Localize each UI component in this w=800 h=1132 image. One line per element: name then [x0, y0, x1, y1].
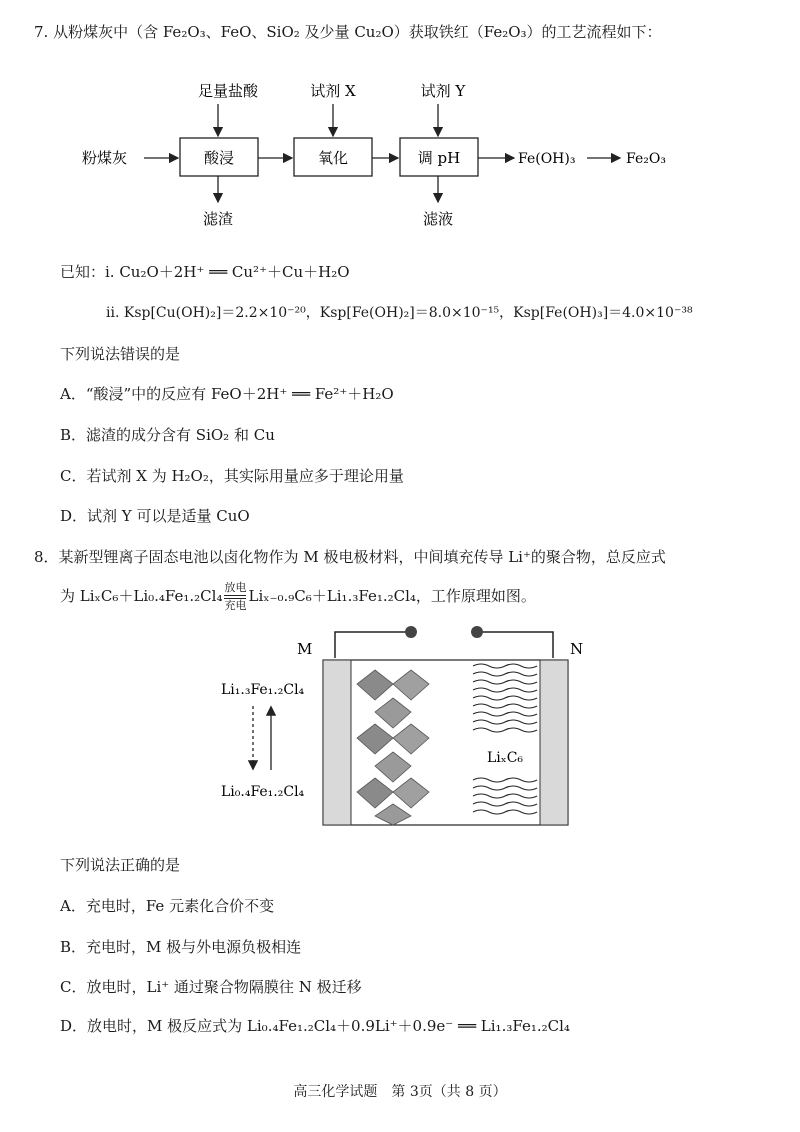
flow-input-x: 试剂 X: [310, 82, 356, 100]
equation-arrow-discharge: 放电: [224, 581, 247, 594]
flow-box-adjust-ph-label: 调 pH: [417, 149, 461, 167]
flow-box-oxidation-label: 氧化: [317, 149, 349, 167]
electrode-m-plate: [323, 660, 351, 825]
flow-box-acid-leach-label: 酸浸: [203, 149, 235, 167]
question-8-equation: [60, 582, 536, 612]
flow-start-material: 粉煤灰: [82, 149, 128, 167]
graphite-layers: [473, 664, 537, 814]
electrode-m-label: M: [297, 640, 313, 658]
question-8-option-d[interactable]: D．放电时，M 极反应式为 Li₀.₄Fe₁.₂Cl₄＋0.9Li⁺＋0.9e⁻ ══ Li₁.₃Fe₁.₂Cl₄: [60, 1017, 570, 1035]
known-ksp-values: ii. Ksp[Cu(OH)₂]＝2.2×10⁻²⁰，Ksp[Fe(OH)₂]＝8.0×10⁻¹⁵，Ksp[Fe(OH)₃]＝4.0×10⁻³⁸: [106, 305, 693, 321]
question-7-ask: 下列说法错误的是: [60, 345, 181, 363]
flow-output-residue: 滤渣: [202, 210, 234, 228]
question-8-option-b[interactable]: B．充电时，M 极与外电源负极相连: [60, 938, 302, 956]
flow-output-filtrate: 滤液: [422, 210, 454, 228]
halide-crystal-structure: [357, 670, 429, 825]
flow-product-oxide: Fe₂O₃: [626, 151, 666, 167]
question-8-stem: 8．某新型锂离子固态电池以卤化物作为 M 极电极材料，中间填充传导 Li⁺的聚合物，总反应式: [34, 548, 666, 566]
equation-arrow: [224, 582, 246, 612]
compound-bottom-label: Li₀.₄Fe₁.₂Cl₄: [221, 784, 305, 800]
equation-arrow-charge: 充电: [224, 599, 247, 612]
question-8-option-a[interactable]: A．充电时，Fe 元素化合价不变: [60, 897, 275, 915]
question-7-option-c[interactable]: C．若试剂 X 为 H₂O₂，其实际用量应多于理论用量: [60, 467, 404, 485]
electrode-n-plate: [540, 660, 568, 825]
question-7-option-d[interactable]: D．试剂 Y 可以是适量 CuO: [60, 507, 250, 525]
page-footer: 高三化学试题 第 3页（共 8 页）: [293, 1084, 507, 1100]
question-7-option-b[interactable]: B．滤渣的成分含有 SiO₂ 和 Cu: [60, 426, 275, 444]
known-equation-1: 已知：i. Cu₂O＋2H⁺ ══ Cu²⁺＋Cu＋H₂O: [60, 263, 350, 281]
flow-input-y: 试剂 Y: [420, 82, 466, 100]
flow-product-hydroxide: Fe(OH)₃: [518, 151, 576, 167]
electrode-n-label: N: [570, 640, 584, 658]
battery-diagram: [215, 620, 605, 835]
question-8-option-c[interactable]: C．放电时，Li⁺ 通过聚合物隔膜往 N 极迁移: [60, 978, 362, 996]
equation-reactants: 为 LiₓC₆＋Li₀.₄Fe₁.₂Cl₄: [60, 587, 223, 605]
process-flow-diagram: [60, 78, 760, 238]
equation-products: Liₓ₋₀.₉C₆＋Li₁.₃Fe₁.₂Cl₄，工作原理如图。: [248, 587, 536, 605]
question-7-stem: 7. 从粉煤灰中（含 Fe₂O₃、FeO、SiO₂ 及少量 Cu₂O）获取铁红（Fe₂O₃）的工艺流程如下：: [34, 23, 662, 41]
flow-input-hcl: 足量盐酸: [197, 82, 259, 100]
compound-top-label: Li₁.₃Fe₁.₂Cl₄: [221, 682, 305, 698]
question-7-option-a[interactable]: A．“酸浸”中的反应有 FeO＋2H⁺ ══ Fe²⁺＋H₂O: [60, 385, 394, 403]
anode-compound-label: LiₓC₆: [487, 750, 524, 766]
question-8-ask: 下列说法正确的是: [60, 856, 181, 874]
